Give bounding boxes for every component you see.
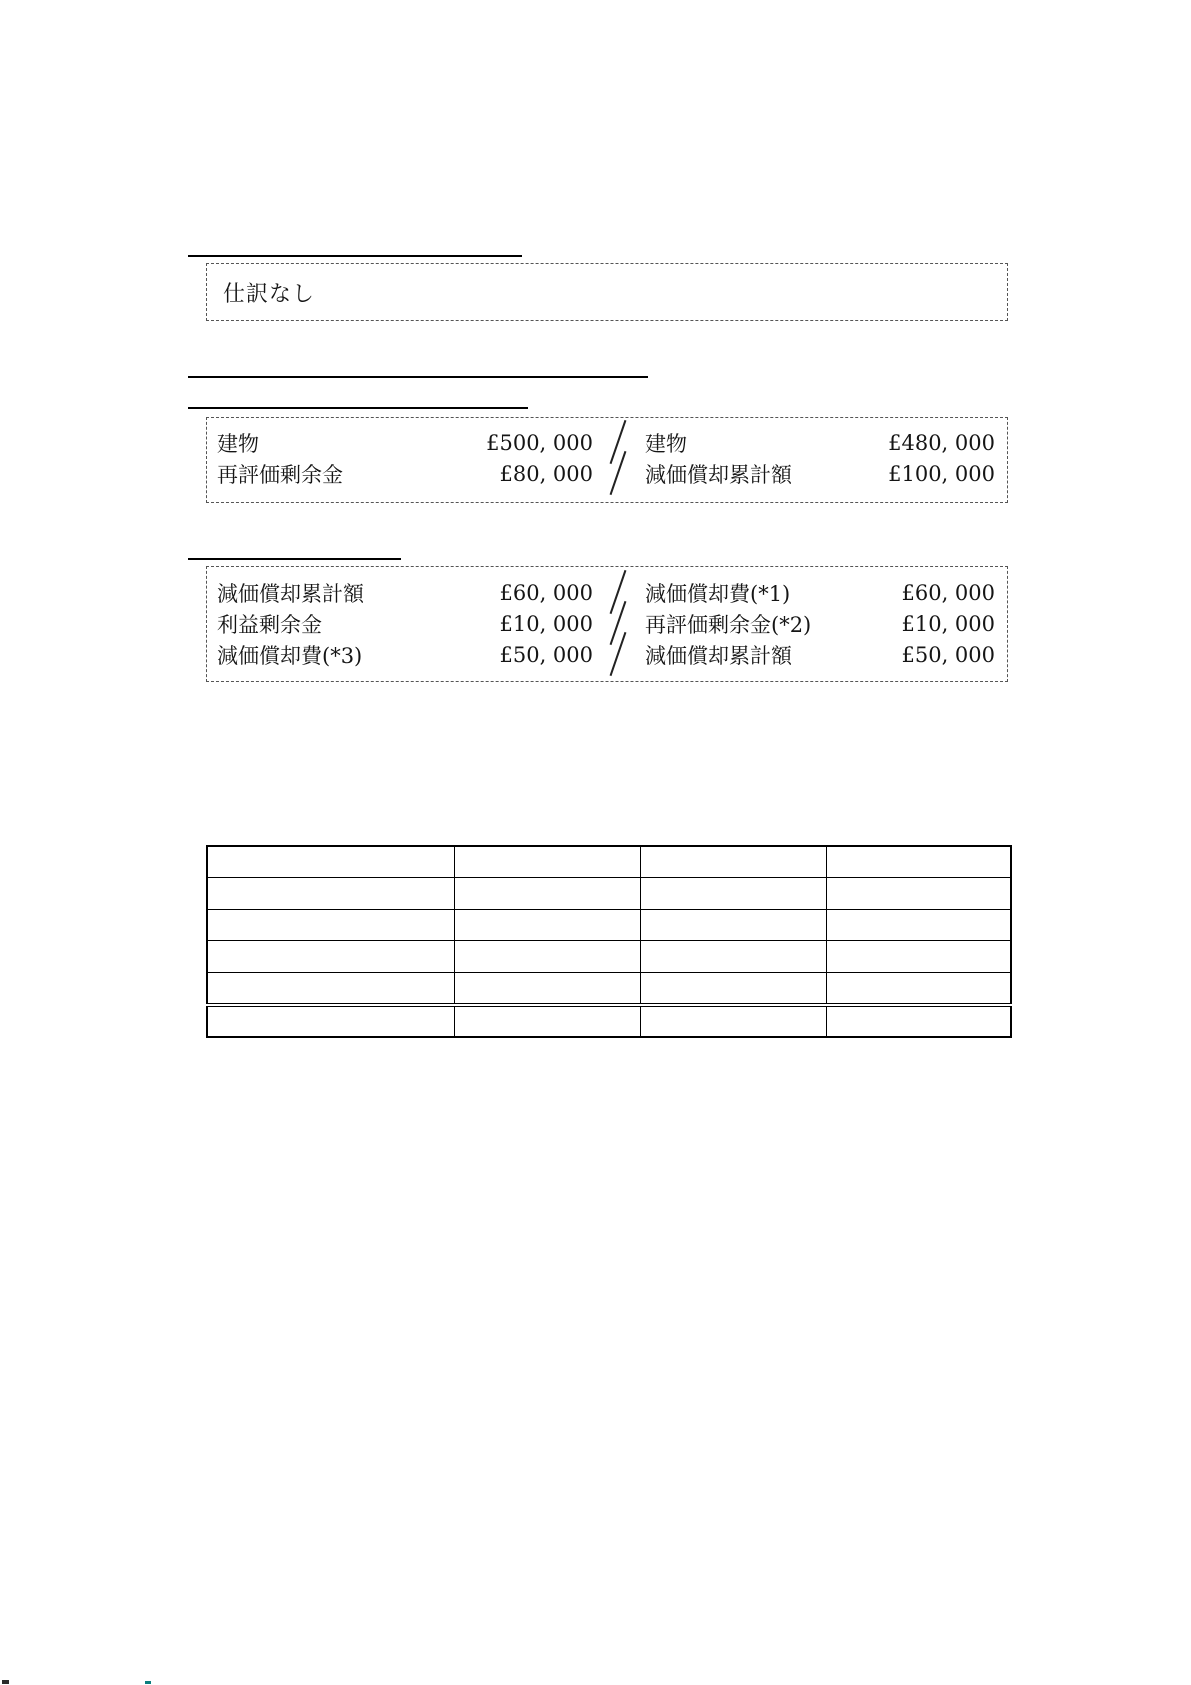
debit-amount: £10, 000 — [499, 611, 593, 636]
journal-row — [207, 608, 1007, 639]
debit-credit-divider — [593, 458, 643, 489]
credit-amount: £10, 000 — [901, 611, 995, 636]
debit-amount: £50, 000 — [499, 642, 593, 667]
credit-account: 減価償却累計額 — [645, 643, 792, 668]
table-cell — [207, 972, 454, 1005]
journal-row — [207, 458, 1007, 489]
debit-credit-divider — [593, 427, 643, 458]
table-cell — [826, 878, 1011, 910]
journal-row — [207, 427, 1007, 458]
debit-credit-divider — [593, 608, 643, 639]
table-row — [207, 972, 1011, 1005]
credit-account: 減価償却費(*1) — [645, 581, 791, 606]
table-cell — [826, 846, 1011, 878]
table-row — [207, 878, 1011, 910]
debit-account: 減価償却費(*3) — [217, 643, 363, 668]
table-cell — [207, 909, 454, 941]
debit-credit-divider — [593, 639, 643, 670]
debit-amount: £60, 000 — [499, 580, 593, 605]
table-cell — [454, 846, 640, 878]
table-cell — [826, 909, 1011, 941]
no-entry-box — [206, 263, 1008, 321]
table-cell — [207, 878, 454, 910]
journal-row — [207, 577, 1007, 608]
heading-underline-3 — [188, 407, 528, 409]
table-cell — [454, 941, 640, 973]
credit-amount: £100, 000 — [888, 461, 995, 486]
table-cell — [640, 909, 826, 941]
table-cell — [207, 1005, 454, 1037]
table-cell — [826, 941, 1011, 973]
table-cell — [207, 846, 454, 878]
credit-account: 減価償却累計額 — [645, 462, 792, 487]
table-cell — [640, 878, 826, 910]
table-cell — [826, 1005, 1011, 1037]
table-cell — [640, 972, 826, 1005]
journal-row — [207, 639, 1007, 670]
heading-underline-1 — [188, 255, 522, 257]
table-row — [207, 941, 1011, 973]
credit-account: 建物 — [645, 431, 687, 456]
footer-clipped-text-artifact — [145, 1681, 151, 1684]
debit-account: 建物 — [217, 431, 259, 456]
footer-clipped-text-artifact — [2, 1680, 9, 1684]
table-row — [207, 846, 1011, 878]
debit-account: 利益剰余金 — [217, 612, 322, 637]
table-body — [207, 846, 1011, 1037]
table-cell — [454, 972, 640, 1005]
debit-amount: £500, 000 — [486, 430, 593, 455]
debit-credit-divider — [593, 577, 643, 608]
table-row — [207, 1005, 1011, 1037]
credit-amount: £50, 000 — [901, 642, 995, 667]
table-cell — [207, 941, 454, 973]
table-cell — [826, 972, 1011, 1005]
slash-icon — [610, 632, 627, 676]
table-cell — [454, 909, 640, 941]
credit-amount: £480, 000 — [888, 430, 995, 455]
credit-amount: £60, 000 — [901, 580, 995, 605]
table-cell — [454, 878, 640, 910]
table-cell — [454, 1005, 640, 1037]
debit-account: 再評価剰余金 — [217, 462, 343, 487]
slash-icon — [610, 451, 627, 495]
table-row — [207, 909, 1011, 941]
credit-account: 再評価剰余金(*2) — [645, 612, 812, 637]
table-cell — [640, 941, 826, 973]
debit-account: 減価償却累計額 — [217, 581, 364, 606]
table-cell — [640, 1005, 826, 1037]
revaluation-journal-box — [206, 417, 1008, 503]
heading-underline-2 — [188, 376, 648, 378]
no-entry-text: 仕訳なし — [223, 281, 316, 307]
debit-amount: £80, 000 — [499, 461, 593, 486]
table-cell — [640, 846, 826, 878]
depreciation-journal-box — [206, 566, 1008, 682]
summary-table — [206, 845, 1012, 1038]
heading-underline-4 — [188, 558, 401, 560]
